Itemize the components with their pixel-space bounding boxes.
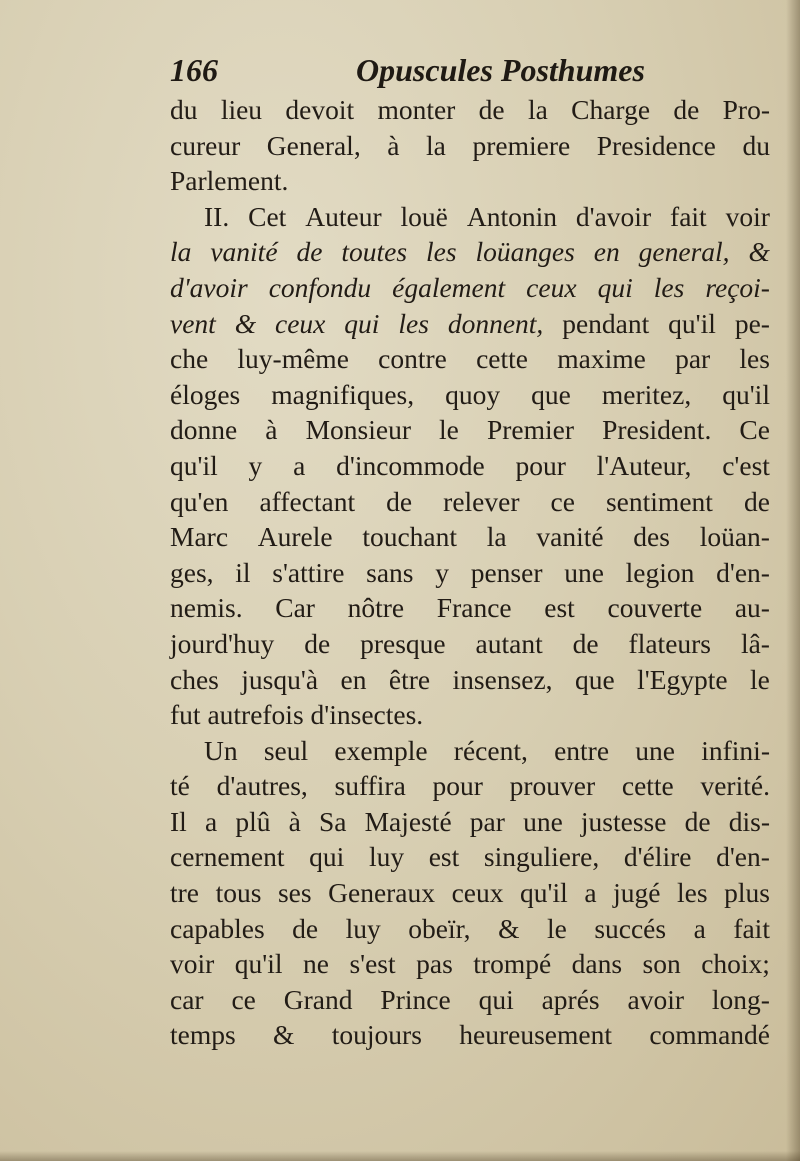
text-line: che luy-même contre cette maxime par les — [170, 343, 770, 375]
text-line: capables de luy obeïr, & le succés a fait — [170, 912, 770, 944]
text-line: qu'en affectant de relever ce sentiment de — [170, 485, 770, 517]
text-line: qu'il y a d'incommode pour l'Auteur, c'est — [170, 449, 770, 481]
text-line: la vanité de toutes les loüanges en general, & — [170, 236, 770, 268]
text-line: jourd'huy de presque autant de flateurs lâ- — [170, 627, 770, 659]
page-number: 166 — [170, 52, 218, 88]
text-line: Parlement. — [170, 165, 289, 197]
text-line: II. Cet Auteur louë Antonin d'avoir fait voir — [204, 200, 770, 232]
text-line: Marc Aurele touchant la vanité des loüan- — [170, 521, 770, 553]
text-line: cernement qui luy est singuliere, d'élire d'en- — [170, 841, 770, 873]
text-line: vent & ceux qui les donnent, pendant qu'il pe- — [170, 307, 770, 339]
text-line: fut autrefois d'insectes. — [170, 699, 424, 731]
body-text — [170, 92, 770, 1053]
text-line: té d'autres, suffira pour prouver cette verité. — [170, 770, 770, 802]
text-line: ches jusqu'à en être insensez, que l'Egypte le — [170, 663, 770, 695]
page-header — [170, 48, 770, 92]
page-edge-shadow — [786, 0, 800, 1161]
text-line: cureur General, à la premiere Presidence du — [170, 129, 770, 161]
text-line: tre tous ses Generaux ceux qu'il a jugé les plus — [170, 877, 770, 909]
text-line: Il a plû à Sa Majesté par une justesse de dis- — [170, 805, 770, 837]
text-line: Un seul exemple récent, entre une infini- — [204, 734, 770, 766]
text-line: voir qu'il ne s'est pas trompé dans son choix; — [170, 948, 770, 980]
text-line: ges, il s'attire sans y penser une legion d'en- — [170, 556, 770, 588]
text-line: du lieu devoit monter de la Charge de Pro- — [170, 94, 770, 125]
text-line: temps & toujours heureusement commandé — [170, 1019, 770, 1051]
text-line: car ce Grand Prince qui aprés avoir long- — [170, 983, 770, 1015]
text-line: nemis. Car nôtre France est couverte au- — [170, 592, 770, 624]
running-title: Opuscules Posthumes — [356, 52, 645, 88]
text-line: donne à Monsieur le Premier President. Ce — [170, 414, 770, 446]
page-bottom-shadow — [0, 1151, 800, 1161]
text-line: éloges magnifiques, quoy que meritez, qu'il — [170, 378, 770, 410]
text-line: d'avoir confondu également ceux qui les reçoi- — [170, 271, 770, 303]
